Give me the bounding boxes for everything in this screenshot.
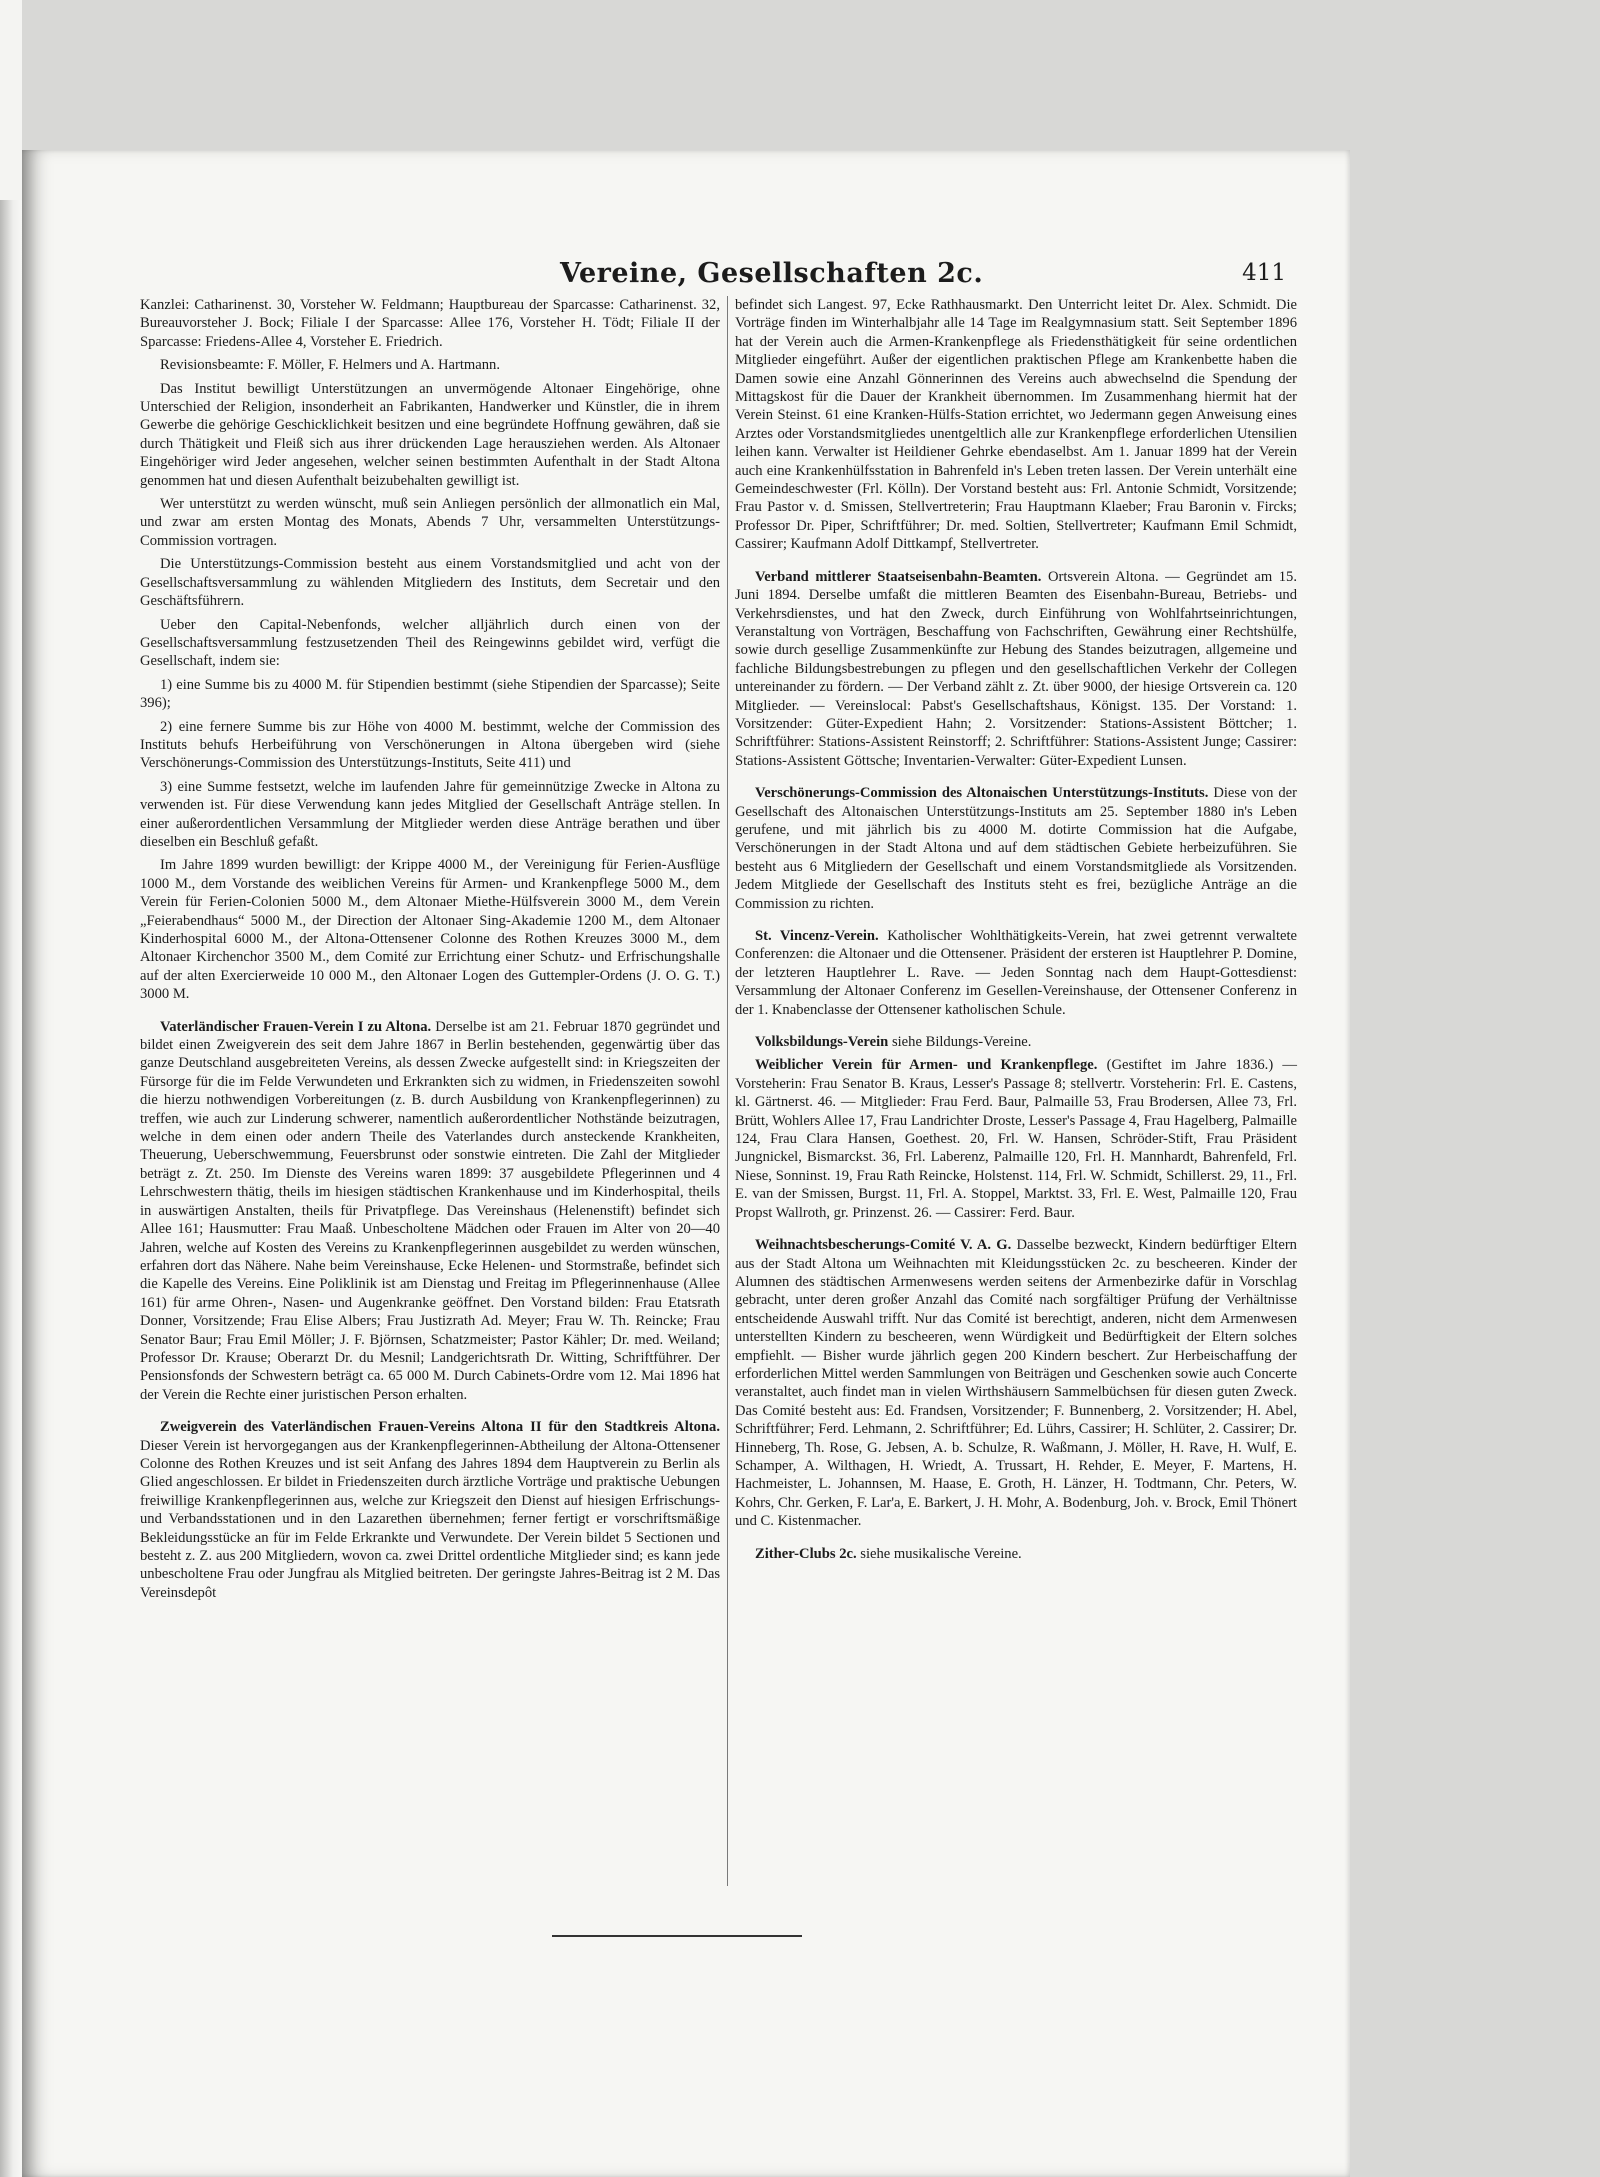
column-divider [727, 296, 728, 1886]
entry-heading: Vaterländischer Frauen-Verein I zu Altona. [160, 1018, 432, 1035]
entry-verband-staatseisenbahn-beamten [735, 568, 1297, 770]
entry-heading: Weiblicher Verein für Armen- und Krankenpflege. [755, 1057, 1098, 1074]
entry-body: siehe Bildungs-Vereine. [891, 1034, 1032, 1051]
entry-body: Dasselbe bezweckt, Kindern bedürftiger Eltern aus der Stadt Altona um Weihnachten mit Kleidungsstücken 2c. zu bescheeren. Kinder der Alumnen des städtischen Armenwesens werden seitens der Armenbezirke dafür in Vorschlag gebracht, unter deren großer Anzahl das Comité nach sorgfältiger Prüfung der Verhältnisse entscheidende Auswahl trifft. Nur das Comité ist berechtigt, anderen, nicht dem Armenwesen unterstellten Kindern zu bescheeren, wenn Würdigkeit und Bedürftigkeit der Eltern solches empfiehlt. — Bisher wurde jährlich gegen 200 Kindern beschert. Zur Herbeischaffung der erforderlichen Mittel werden Sammlungen von Beiträgen und Geschenken sowie auch Concerte veranstaltet, auch findet man in vielen Wirthshäusern Sammelbüchsen für diesen guten Zweck. Das Comité besteht aus: Ed. Frandsen, Vorsitzender; F. Bunnenberg, 2. Vorsitzender; H. Abel, Schriftführer; Ferd. Lehmann, 2. Schriftführer; Ed. Lührs, Cassirer; H. Schlüter, 2. Cassirer; Dr. Hinneberg, Th. Rose, G. Jebsen, A. b. Schulze, R. Waßmann, J. Möller, H. Rave, H. Wulf, E. Schamper, A. Wilthagen, H. Wriedt, A. Trussart, H. Rehder, E. Meyer, F. Martens, H. Hachmeister, L. Johannsen, M. Haase, E. Groth, H. Länzer, H. Todtmann, Chr. Peters, W. Kohrs, Chr. Gerken, F. Lar'a, E. Barkert, J. H. Mohr, A. Bodenburg, Joh. v. Brock, Emil Thönert und C. Kistenmacher. [735, 1237, 1297, 1530]
entry-heading: Verband mittlerer Staatseisenbahn-Beamten. [755, 568, 1042, 585]
entry-zither-clubs [735, 1545, 1297, 1563]
page-number: 411 [1242, 260, 1286, 286]
entry-heading: St. Vincenz-Verein. [755, 928, 879, 944]
entry-body: Derselbe ist am 21. Februar 1870 gegründet und bildet einen Zweigverein des seit dem Jahre 1867 in Berlin bestehenden, gegenwärtig über das ganze Deutschland ausgebreiteten Vereins, als dessen Zwecke aufgestellt sind: in Kriegszeiten der Fürsorge für die im Felde Verwundeten und Erkrankten sich zu widmen, in Friedenszeiten sowohl die hierzu nothwendigen Vorbereitungen (z. B. durch Ausbildung von Krankenpflegerinnen) zu treffen, wie auch zur Linderung schwerer, namentlich außerordentlicher Nothstände beizutragen, welche in dem einen oder andern Theile des Vaterlandes durch ansteckende Krankheiten, Theuerung, Ueberschwemmung, Feuersbrunst oder sonstwie eintreten. Die Zahl der Mitglieder beträgt z. Zt. 250. Im Dienste des Vereins waren 1899: 37 ausgebildete Pflegerinnen und 4 Lehrschwestern thätig, theils im hiesigen städtischen Krankenhause und im Kinderhospital, theils in auswärtigen Anstalten, theils für Privatpflege. Das Vereinshaus (Helenenstift) befindet sich Allee 161; Hausmutter: Frau Maaß. Unbescholtene Mädchen oder Frauen im Alter von 20—40 Jahren, welche auf Kosten des Vereins zu Krankenpflegerinnen ausgebildet zu werden wünschen, erfahren dort das Nähere. Nahe beim Vereinshause, Ecke Helenen- und Stormstraße, befindet sich die Kapelle des Vereins. Eine Poliklinik ist am Dienstag und Freitag im Pflegerinnenhause (Allee 161) für arme Ohren-, Nasen- und Augenkranke geöffnet. Den Vorstand bilden: Frau Etatsrath Donner, Vorsitzende; Frau Elise Albers; Frau Justizrath Ad. Meyer; Frau W. Th. Reincke; Frau Senator Baur; Frau Emil Möller; J. F. Björnsen, Schatzmeister; Pastor Kähler; Dr. med. Weiland; Professor Dr. Krause; Oberarzt Dr. du Mesnil; Landgerichtsrath Dr. Witting, Schriftführer. Der Pensionsfonds der Schwestern beträgt ca. 65 000 M. Durch Cabinets-Ordre vom 12. Mai 1896 hat der Verein die Rechte einer juristischen Person erhalten. [140, 1018, 721, 1403]
entry-heading: Verschönerungs-Commission des Altonaischen Unterstützungs-Instituts. [755, 785, 1209, 802]
previous-page-edge [0, 200, 22, 2177]
paragraph-kanzlei: Kanzlei: Catharinenst. 30, Vorsteher W. Feldmann; Hauptbureau der Sparcasse: Catharinenst. 32, Bureauvorsteher J. Bock; Filiale I der Sparcasse: Allee 176, Vorsteher H. Tödt; Filiale II der Sparcasse: Friedens-Allee 4, Vorsteher E. Friedrich. [140, 297, 720, 350]
entry-volksbildungs-verein [735, 1033, 1297, 1051]
paragraph-capital-nebenfonds: Ueber den Capital-Nebenfonds, welcher alljährlich durch einen von der Gesellschaftsversammlung festzusetzenden Theil des Reingewinns gebildet wird, verfügt die Gesellschaft, indem sie: [140, 616, 720, 670]
paragraph-institut: Das Institut bewilligt Unterstützungen an unvermögende Altonaer Eingehörige, ohne Unterschied der Religion, insonderheit an Fabrikanten, Handwerker und Künstler, die in ihrem Gewerbe die gehörige Geschicklichkeit besitzen und eine begründete Hoffnung gewähren, daß sie durch Thätigkeit und Fleiß sich aus ihrer drückenden Lage herausziehen werden. Als Altonaer Eingehöriger wird Jeder angesehen, welcher seinen bestimmten Aufenthalt in der Stadt Altona genommen hat und diesen Aufenthalt beizubehalten gewilligt ist. [140, 380, 720, 489]
list-item-3: 3) eine Summe festsetzt, welche im laufenden Jahre für gemeinnützige Zwecke in Altona zu verwenden ist. Für diese Verwendung kann jedes Mitglied der Gesellschaft Anträge stellen. In einer außerordentlichen Versammlung der Mitglieder werden diese Anträge berathen und über dieselben ein Beschluß gefaßt. [140, 778, 720, 850]
entry-body: Dieser Verein ist hervorgegangen aus der Krankenpflegerinnen-Abtheilung der Altona-Ottensener Colonne des Rothen Kreuzes und ist seit Anfang des Jahres 1894 dem Hauptverein zu Berlin als Glied angeschlossen. Er bildet in Friedenszeiten durch ärztliche Vorträge und praktische Uebungen freiwillige Krankenpflegerinnen aus, welche zur Kriegszeit den Dienst auf hiesigen Erfrischungs- und Verbandsstationen und in den Lazarethen übernehmen; ferner fertigt er vorschriftsmäßige Bekleidungsstücke an für im Felde Erkrankte und Verwundete. Der Verein bildet 5 Sectionen und besteht z. Z. aus 200 Mitgliedern, wovon ca. zwei Drittel ordentliche Mitglieder sind; es kann jede unbescholtene Frau oder Jungfrau als Mitglied beitreten. Der geringste Jahres-Beitrag ist 2 M. Das Vereinsdepôt [140, 1437, 720, 1601]
entry-heading: Zweigverein des Vaterländischen Frauen-Vereins Altona II für den Stadtkreis Altona. [160, 1419, 720, 1436]
entry-heading: Volksbildungs-Verein [755, 1034, 889, 1051]
paragraph-bewilligungen-1899: Im Jahre 1899 wurden bewilligt: der Krippe 4000 M., der Vereinigung für Ferien-Ausflüge 1000 M., dem Vorstande des weiblichen Vereins für Armen- und Krankenpflege 5000 M., dem Verein für Ferien-Colonien 5000 M., dem Altonaer Miethe-Hülfsverein 3000 M., dem Verein „Feierabendhaus“ 5000 M., der Direction der Altonaer Sing-Akademie 1200 M., dem Altonaer Kinderhospital 6000 M., der Altona-Ottensener Colonne des Rothen Kreuzes 3000 M., dem Altonaer Kirchenchor 3500 M., dem Comité zur Errichtung einer Schutz- und Erfrischungshalle auf der alten Exercierweide 10 000 M., den Altonaer Logen des Guttempler-Ordens (J. O. G. T.) 3000 M. [140, 857, 720, 1003]
footer-rule [552, 1935, 802, 1937]
entry-heading: Weihnachtsbescherungs-Comité V. A. G. [755, 1237, 1012, 1254]
entry-weihnachtsbescherungs-comite [735, 1236, 1297, 1531]
entry-st-vincenz-verein [735, 927, 1297, 1019]
page-header [560, 258, 1286, 298]
entry-weiblicher-verein [735, 1056, 1297, 1222]
entry-body: Diese von der Gesellschaft des Altonaischen Unterstützungs-Instituts am 25. September 1880 in's Leben gerufene, und mit jährlich bis zu 4000 M. dotirte Commission hat die Aufgabe, Verschönerungen in der Stadt Altona und auf dem städtischen Gebiete herbeizuführen. Sie besteht aus 6 Mitgliedern der Gesellschaft und einem Vorstandsmitgliede als Vorsitzenden. Jedem Mitgliede der Gesellschaft des Instituts steht es frei, bezügliche Anträge an die Commission zu richten. [735, 785, 1297, 912]
entry-body: siehe musikalische Vereine. [860, 1545, 1022, 1562]
entry-body: Katholischer Wohlthätigkeits-Verein, hat zwei getrennt verwaltete Conferenzen: die Altonaer und die Ottensener. Präsident der ersteren ist Hauptlehrer P. Domine, der letzteren Hauptlehrer L. Rave. — Jeden Sonntag nach dem Haupt-Gottesdienst: Versammlung der Altonaer Conferenz im Gesellen-Vereinshause, der Ottensener Conferenz in der 1. Knabenclasse der Ottensener katholischen Schule. [735, 928, 1298, 1018]
entry-zweigverein-altona-2 [140, 1418, 720, 1602]
right-column [735, 296, 1297, 1568]
running-title: Vereine, Gesellschaften 2c. [560, 258, 984, 289]
entry-verschoenerungs-commission [735, 784, 1297, 913]
left-column [140, 296, 720, 1607]
paragraph-unterstuetzung: Wer unterstützt zu werden wünscht, muß sein Anliegen persönlich der allmonatlich ein Mal, und zwar am ersten Montag des Monats, Abends 7 Uhr, versammelten Unterstützungs-Commission vortragen. [140, 496, 720, 549]
entry-vaterlaendischer-frauen-verein-1 [140, 1018, 720, 1405]
paragraph-revisionsbeamte: Revisionsbeamte: F. Möller, F. Helmers und A. Hartmann. [160, 357, 500, 374]
paragraph-commission: Die Unterstützungs-Commission besteht aus einem Vorstandsmitglied und acht von der Gesellschaftsversammlung zu wählenden Mitgliedern des Instituts, dem Secretair und den Geschäftsführern. [140, 556, 720, 610]
entry-heading: Zither-Clubs 2c. [755, 1545, 857, 1562]
entry-body: (Gestiftet im Jahre 1836.) — Vorsteherin: Frau Senator B. Kraus, Lesser's Passage 8; stellvertr. Vorsteherin: Frl. E. Castens, kl. Gärtnerst. 46. — Mitglieder: Frau Ferd. Baur, Palmaille 53, Frau Brodersen, Allee 73, Frl. Brütt, Wohlers Allee 17, Frau Landrichter Droste, Lesser's Passage 4, Frau Hagelberg, Palmaille 124, Frau Clara Hansen, Goethest. 20, Frl. W. Hansen, Schröder-Stift, Frau Präsident Jungnickel, Bismarckst. 36, Frl. Laberenz, Palmaille 120, Frl. H. Mannhardt, Bahrenfeld, Frl. Niese, Sonninst. 19, Frau Rath Reincke, Holstenst. 114, Frl. W. Schmidt, Schillerst. 29, 11., Frl. E. van der Smissen, Burgst. 11, Frl. A. Stoppel, Marktst. 33, Frl. E. West, Palmaille 120, Frau Propst Wallroth, gr. Prinzenst. 26. — Cassirer: Ferd. Baur. [735, 1057, 1297, 1221]
list-item-1: 1) eine Summe bis zu 4000 M. für Stipendien bestimmt (siehe Stipendien der Sparcasse); Seite 396); [140, 676, 720, 712]
list-item-2: 2) eine fernere Summe bis zur Höhe von 4000 M. bestimmt, welche der Commission des Instituts behufs Herbeiführung von Verschönerungen in Altona übergeben wird (siehe Verschönerungs-Commission des Unterstützungs-Instituts, Seite 411) und [140, 718, 720, 772]
paragraph-vereinsdepot-continued: befindet sich Langest. 97, Ecke Rathhausmarkt. Den Unterricht leitet Dr. Alex. Schmidt. Die Vorträge finden im Winterhalbjahr alle 14 Tage im Realgymnasium statt. Seit September 1896 hat der Verein auch die Armen-Krankenpflege als Friedensthätigkeit für seine ordentlichen Mitglieder eingeführt. Außer der eigentlichen praktischen Pflege am Krankenbette haben die Damen sowie eine Anzahl Gönnerinnen des Vereins auch abwechselnd die Spendung der Mittagskost für die Dauer der Krankheit übernommen. Im Zusammenhang hiermit hat der Verein Steinst. 61 eine Kranken-Hülfs-Station errichtet, wo Jedermann gegen Anweisung eines Arztes oder Vorstandsmitgliedes unentgeltlich alle zur Krankenpflege erforderlichen Utensilien leihen kann. Verwalter ist Heildiener Gehrke ebendaselbst. Am 1. Januar 1899 hat der Verein auch eine Krankenhülfsstation in Bahrenfeld in's Leben treten lassen. Der Verein unterhält eine Gemeindeschwester (Frl. Kölln). Der Vorstand besteht aus: Frl. Antonie Schmidt, Vorsitzende; Frau Pastor v. d. Smissen, Stellvertreterin; Frau Hauptmann Klaeber; Frau Baronin v. Fircks; Professor Dr. Piper, Schriftführer; Dr. med. Soltien, Stellvertreter; Kaufmann Emil Schmidt, Cassirer; Kaufmann Adolf Dittkampf, Stellvertreter. [735, 297, 1297, 553]
entry-body: Ortsverein Altona. — Gegründet am 15. Juni 1894. Derselbe umfaßt die mittleren Beamten des Eisenbahn-Bureau, Betriebs- und Verkehrsdienstes, und hat den Zweck, durch Einführung von Wohlfahrtseinrichtungen, Veranstaltung von Vorträgen, Beschaffung von Fachschriften, Gewährung einer Rechtshülfe, sowie durch gesellige Zusammenkünfte zur Hebung des Standes beizutragen, allgemeine und fachliche Bildungsbestrebungen zu pflegen und den gesellschaftlichen Verkehr der Collegen untereinander zu fördern. — Der Verband zählt z. Zt. über 9000, der hiesige Ortsverein ca. 120 Mitglieder. — Vereinslocal: Pabst's Gesellschaftshaus, Königst. 135. Der Vorstand: 1. Vorsitzender: Güter-Expedient Hahn; 2. Vorsitzender: Stations-Assistent Böttcher; 1. Schriftführer: Stations-Assistent Reinstorff; 2. Schriftführer: Stations-Assistent Junge; Cassirer: Stations-Assistent Göttsche; Inventarien-Verwalter: Güter-Expedient Lunsen. [735, 568, 1297, 769]
